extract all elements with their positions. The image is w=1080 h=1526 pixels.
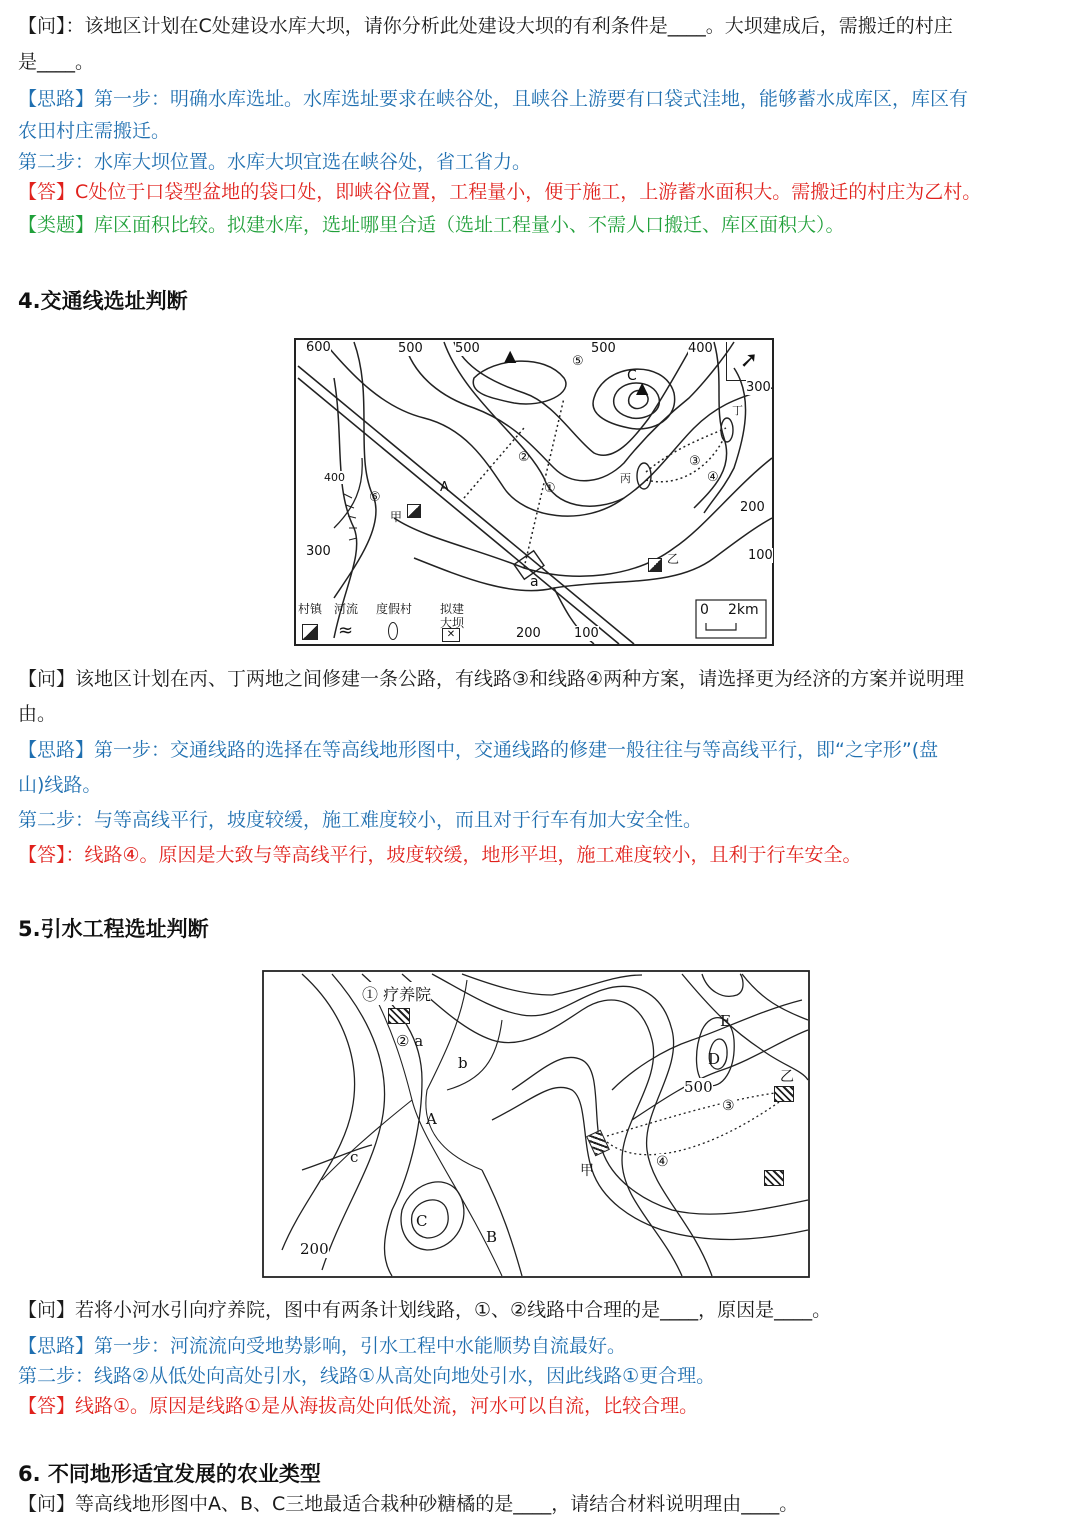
place-label: ② a — [396, 1032, 424, 1050]
answer-text: 【答】线路①。原因是线路①是从海拔高处向低处流，河水可以自流，比较合理。 — [18, 1395, 699, 1417]
contour-label: 600 — [306, 340, 331, 355]
answer-text: 【答】：线路④。原因是大致与等高线平行，坡度较缓，地形平坦，施工难度较小，且利于行车安全。 — [18, 844, 862, 866]
place-label: 丙 — [620, 472, 631, 485]
place-label: 乙 — [667, 552, 680, 566]
thinking-text: 【思路】第一步：河流流向受地势影响，引水工程中水能顺势自流最好。 — [18, 1335, 627, 1357]
thinking-text: 第二步：与等高线平行，坡度较缓，施工难度较小，而且对于行车有加大安全性。 — [18, 809, 703, 831]
route-label: ① — [544, 481, 556, 496]
section-heading: 5.引水工程选址判断 — [18, 917, 209, 941]
peak-icon: ▲ — [504, 346, 517, 365]
contour-label: 500 — [455, 341, 480, 356]
place-label: 乙 — [780, 1069, 794, 1085]
contour-label: 400 — [324, 471, 345, 484]
similar-question-text: 【类题】库区面积比较。拟建水库，选址哪里合适（选址工程量小、不需人口搬迁、库区面积大）。 — [18, 214, 845, 236]
place-label: A — [426, 1110, 437, 1128]
place-label: 甲 — [390, 510, 403, 524]
legend-label: 河流 — [334, 602, 359, 616]
contour-label: 300 — [746, 380, 771, 395]
contour-map-roads — [294, 338, 774, 646]
contour-label: 500 — [591, 341, 616, 356]
thinking-text: 【思路】第一步：交通线路的选择在等高线地形图中，交通线路的修建一般往往与等高线平行，即“之字形”(盘 — [18, 739, 939, 761]
question-text: 【问】：该地区计划在C处建设水库大坝，请你分析此处建设大坝的有利条件是____。大坝建成后，需搬迁的村庄 — [18, 15, 953, 37]
thinking-text: 山)线路。 — [18, 774, 102, 796]
village-icon — [764, 1170, 784, 1186]
route-label: ③ — [689, 454, 701, 469]
section-heading: 6. 不同地形适宜发展的农业类型 — [18, 1462, 321, 1486]
place-label: b — [458, 1054, 468, 1072]
contour-label: 500 — [398, 341, 423, 356]
contour-label: 500 — [684, 1078, 713, 1096]
question-text: 是____。 — [18, 51, 95, 73]
contour-label: 300 — [306, 544, 331, 559]
village-icon — [648, 558, 662, 572]
place-label: c — [350, 1148, 359, 1166]
place-label: 丁 — [732, 404, 743, 417]
contour-label: 200 — [740, 500, 765, 515]
legend-label: 拟建 — [440, 602, 465, 616]
route-label: ⑤ — [572, 354, 584, 369]
sanatorium-icon — [388, 1008, 410, 1024]
place-label: D — [708, 1050, 721, 1068]
place-label: E — [720, 1012, 731, 1030]
question-text: 【问】等高线地形图中A、B、C三地最适合栽种砂糖橘的是____，请结合材料说明理由____。 — [18, 1493, 799, 1515]
question-text: 由。 — [18, 703, 57, 725]
legend-label: 大坝 — [440, 616, 465, 630]
scale-label: 0 — [700, 602, 709, 618]
thinking-text: 【思路】第一步：明确水库选址。水库选址要求在峡谷处，且峡谷上游要有口袋式洼地，能够蓄水成库区，库区有 — [18, 88, 969, 110]
question-text: 【问】该地区计划在丙、丁两地之间修建一条公路，有线路③和线路④两种方案，请选择更为经济的方案并说明理 — [18, 668, 965, 690]
village-icon — [407, 504, 421, 518]
answer-text: 【答】C处位于口袋型盆地的袋口处，即峡谷位置，工程量小，便于施工，上游蓄水面积大。需搬迁的村庄为乙村。 — [18, 181, 982, 203]
scale-label: 2km — [728, 602, 759, 618]
thinking-text: 第二步：线路②从低处向高处引水，线路①从高处向地处引水，因此线路①更合理。 — [18, 1365, 716, 1387]
place-label: 甲 — [580, 1163, 594, 1179]
contour-label: 100 — [574, 626, 599, 641]
peak-icon: ▲ — [636, 378, 649, 397]
section-heading: 4.交通线选址判断 — [18, 289, 188, 313]
contour-label: 200 — [516, 626, 541, 641]
question-text: 【问】若将小河水引向疗养院，图中有两条计划线路，①、②线路中合理的是____，原因是____。 — [18, 1299, 832, 1321]
route-label: ③ — [722, 1098, 735, 1114]
place-label: C — [416, 1212, 428, 1230]
place-label: A — [440, 480, 449, 495]
route-label: ② — [518, 450, 530, 465]
thinking-text: 农田村庄需搬迁。 — [18, 120, 171, 142]
north-arrow-icon: ➚ — [726, 342, 771, 381]
river-icon: ≈ — [338, 620, 354, 641]
village-icon — [774, 1086, 794, 1102]
dam-icon: ✕ — [442, 628, 460, 642]
village-icon — [302, 624, 318, 640]
place-label: a — [530, 574, 539, 590]
place-label: ① 疗养院 — [362, 982, 431, 1005]
contour-label: 200 — [300, 1240, 329, 1258]
place-label: C — [627, 368, 637, 384]
place-label: B — [486, 1228, 498, 1246]
route-label: ⑥ — [369, 490, 381, 505]
thinking-text: 第二步：水库大坝位置。水库大坝宜选在峡谷处，省工省力。 — [18, 151, 532, 173]
legend-label: 度假村 — [376, 602, 413, 616]
resort-icon — [388, 622, 398, 640]
contour-label: 100 — [748, 548, 773, 563]
contour-label: 400 — [688, 341, 713, 356]
contour-map-water — [262, 970, 810, 1278]
route-label: ④ — [656, 1154, 669, 1170]
legend-label: 村镇 — [298, 602, 323, 616]
route-label: ④ — [707, 470, 719, 485]
